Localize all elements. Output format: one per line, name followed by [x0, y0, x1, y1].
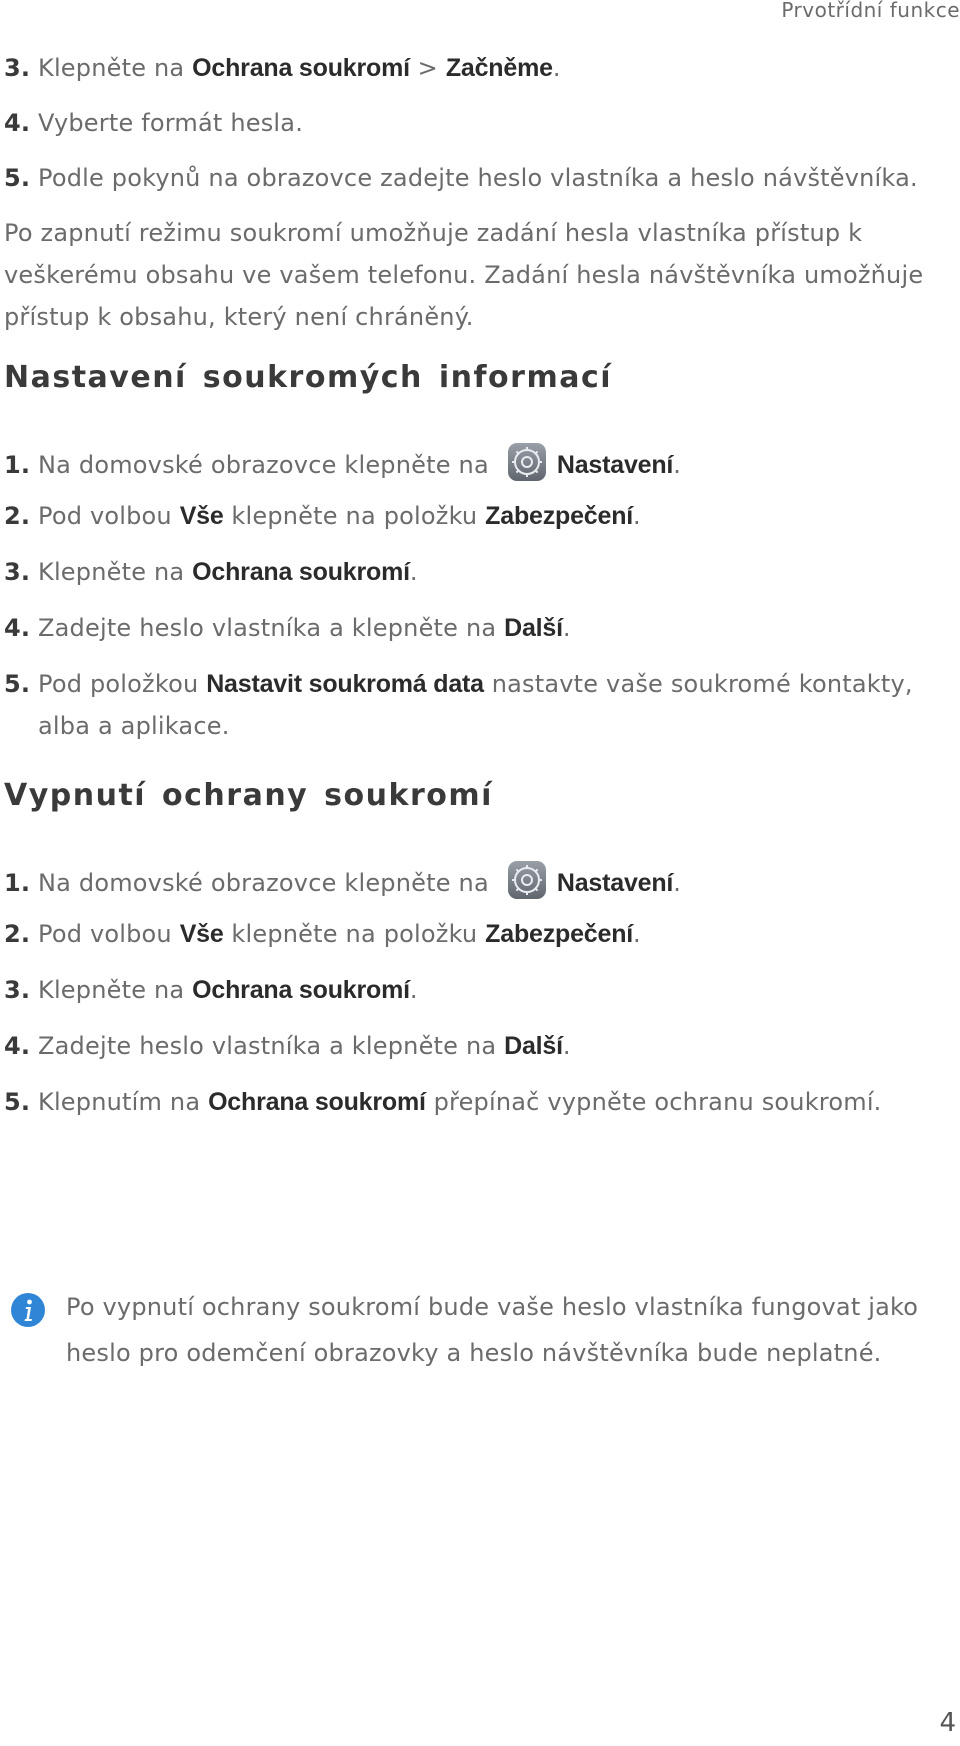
step-number: 2. — [4, 502, 31, 530]
bold-term: Další — [504, 1032, 563, 1060]
bold-term: Ochrana soukromí — [192, 54, 410, 82]
punct: . — [673, 451, 682, 479]
page-number: 4 — [939, 1708, 956, 1738]
s1-step-5 — [4, 669, 913, 699]
bold-term: Nastavení — [556, 451, 674, 479]
settings-gear-icon — [507, 860, 547, 900]
s2-step-3 — [4, 975, 418, 1005]
step-text: klepněte na položku — [223, 502, 486, 530]
step-number: 4. — [4, 1032, 31, 1060]
intro-line-1: Po zapnutí režimu soukromí umožňuje zadání hesla vlastníka přístup k — [4, 219, 863, 247]
s1-step-4 — [4, 613, 571, 643]
s2-step-5 — [4, 1087, 882, 1117]
step-5-top — [4, 163, 918, 193]
bold-term: Zabezpečení — [485, 502, 634, 530]
intro-line-2: veškerému obsahu ve vašem telefonu. Zadání hesla návštěvníka umožňuje — [4, 261, 924, 289]
header-section-title: Prvotřídní funkce — [781, 0, 960, 22]
step-text: Zadejte heslo vlastníka a klepněte na — [38, 614, 505, 642]
step-text: Pod volbou — [38, 502, 180, 530]
punct: . — [552, 54, 561, 82]
settings-gear-icon — [507, 442, 547, 482]
step-number: 3. — [4, 976, 31, 1004]
step-number: 1. — [4, 869, 31, 897]
separator: > — [409, 54, 446, 82]
s1-step-2 — [4, 501, 641, 531]
s1-step-1 — [4, 446, 681, 486]
step-number: 4. — [4, 109, 31, 137]
step-3-top — [4, 53, 561, 83]
step-text: Vyberte formát hesla. — [38, 109, 304, 137]
punct: . — [409, 558, 418, 586]
section-heading-disable-privacy: Vypnutí ochrany soukromí — [4, 778, 493, 813]
intro-line-3: přístup k obsahu, který není chráněný. — [4, 303, 474, 331]
step-text: klepněte na položku — [223, 920, 486, 948]
punct: . — [409, 976, 418, 1004]
step-number: 5. — [4, 1088, 31, 1116]
step-text: Klepnutím na — [38, 1088, 209, 1116]
step-text: Klepněte na — [38, 558, 193, 586]
step-text: Na domovské obrazovce klepněte na — [38, 451, 489, 479]
s2-step-4 — [4, 1031, 571, 1061]
bold-term: Ochrana soukromí — [208, 1088, 426, 1116]
note-line-2: heslo pro odemčení obrazovky a heslo návštěvníka bude neplatné. — [66, 1339, 882, 1367]
step-number: 3. — [4, 54, 31, 82]
punct: . — [633, 920, 641, 948]
bold-term: Začněme — [445, 54, 553, 82]
section-heading-privacy-settings: Nastavení soukromých informací — [4, 360, 613, 395]
step-text: nastavte vaše soukromé kontakty, — [483, 670, 913, 698]
bold-term: Ochrana soukromí — [192, 558, 410, 586]
step-number: 3. — [4, 558, 31, 586]
punct: . — [673, 869, 682, 897]
step-text: Pod volbou — [38, 920, 180, 948]
step-number: 4. — [4, 614, 31, 642]
step-text: přepínač vypněte ochranu soukromí. — [425, 1088, 882, 1116]
step-number: 1. — [4, 451, 31, 479]
punct: . — [562, 614, 571, 642]
punct: . — [562, 1032, 571, 1060]
step-number: 5. — [4, 164, 31, 192]
step-text: Podle pokynů na obrazovce zadejte heslo vlastníka a heslo návštěvníka. — [38, 164, 918, 192]
s1-step-5-cont: alba a aplikace. — [38, 712, 230, 740]
note-line-1: Po vypnutí ochrany soukromí bude vaše heslo vlastníka fungovat jako — [66, 1293, 919, 1321]
s2-step-2 — [4, 919, 641, 949]
step-number: 2. — [4, 920, 31, 948]
bold-term: Zabezpečení — [485, 920, 634, 948]
info-icon — [10, 1292, 46, 1328]
bold-term: Nastavení — [556, 869, 674, 897]
step-number: 5. — [4, 670, 31, 698]
bold-term: Nastavit soukromá data — [206, 670, 484, 698]
s1-step-3 — [4, 557, 418, 587]
bold-term: Vše — [179, 920, 224, 948]
step-text: Na domovské obrazovce klepněte na — [38, 869, 489, 897]
s2-step-1 — [4, 864, 681, 904]
step-text: Zadejte heslo vlastníka a klepněte na — [38, 1032, 505, 1060]
bold-term: Ochrana soukromí — [192, 976, 410, 1004]
step-text: Klepněte na — [38, 54, 193, 82]
step-text: Pod položkou — [38, 670, 207, 698]
bold-term: Vše — [179, 502, 224, 530]
bold-term: Další — [504, 614, 563, 642]
punct: . — [633, 502, 641, 530]
step-text: Klepněte na — [38, 976, 193, 1004]
step-4-top — [4, 108, 303, 138]
